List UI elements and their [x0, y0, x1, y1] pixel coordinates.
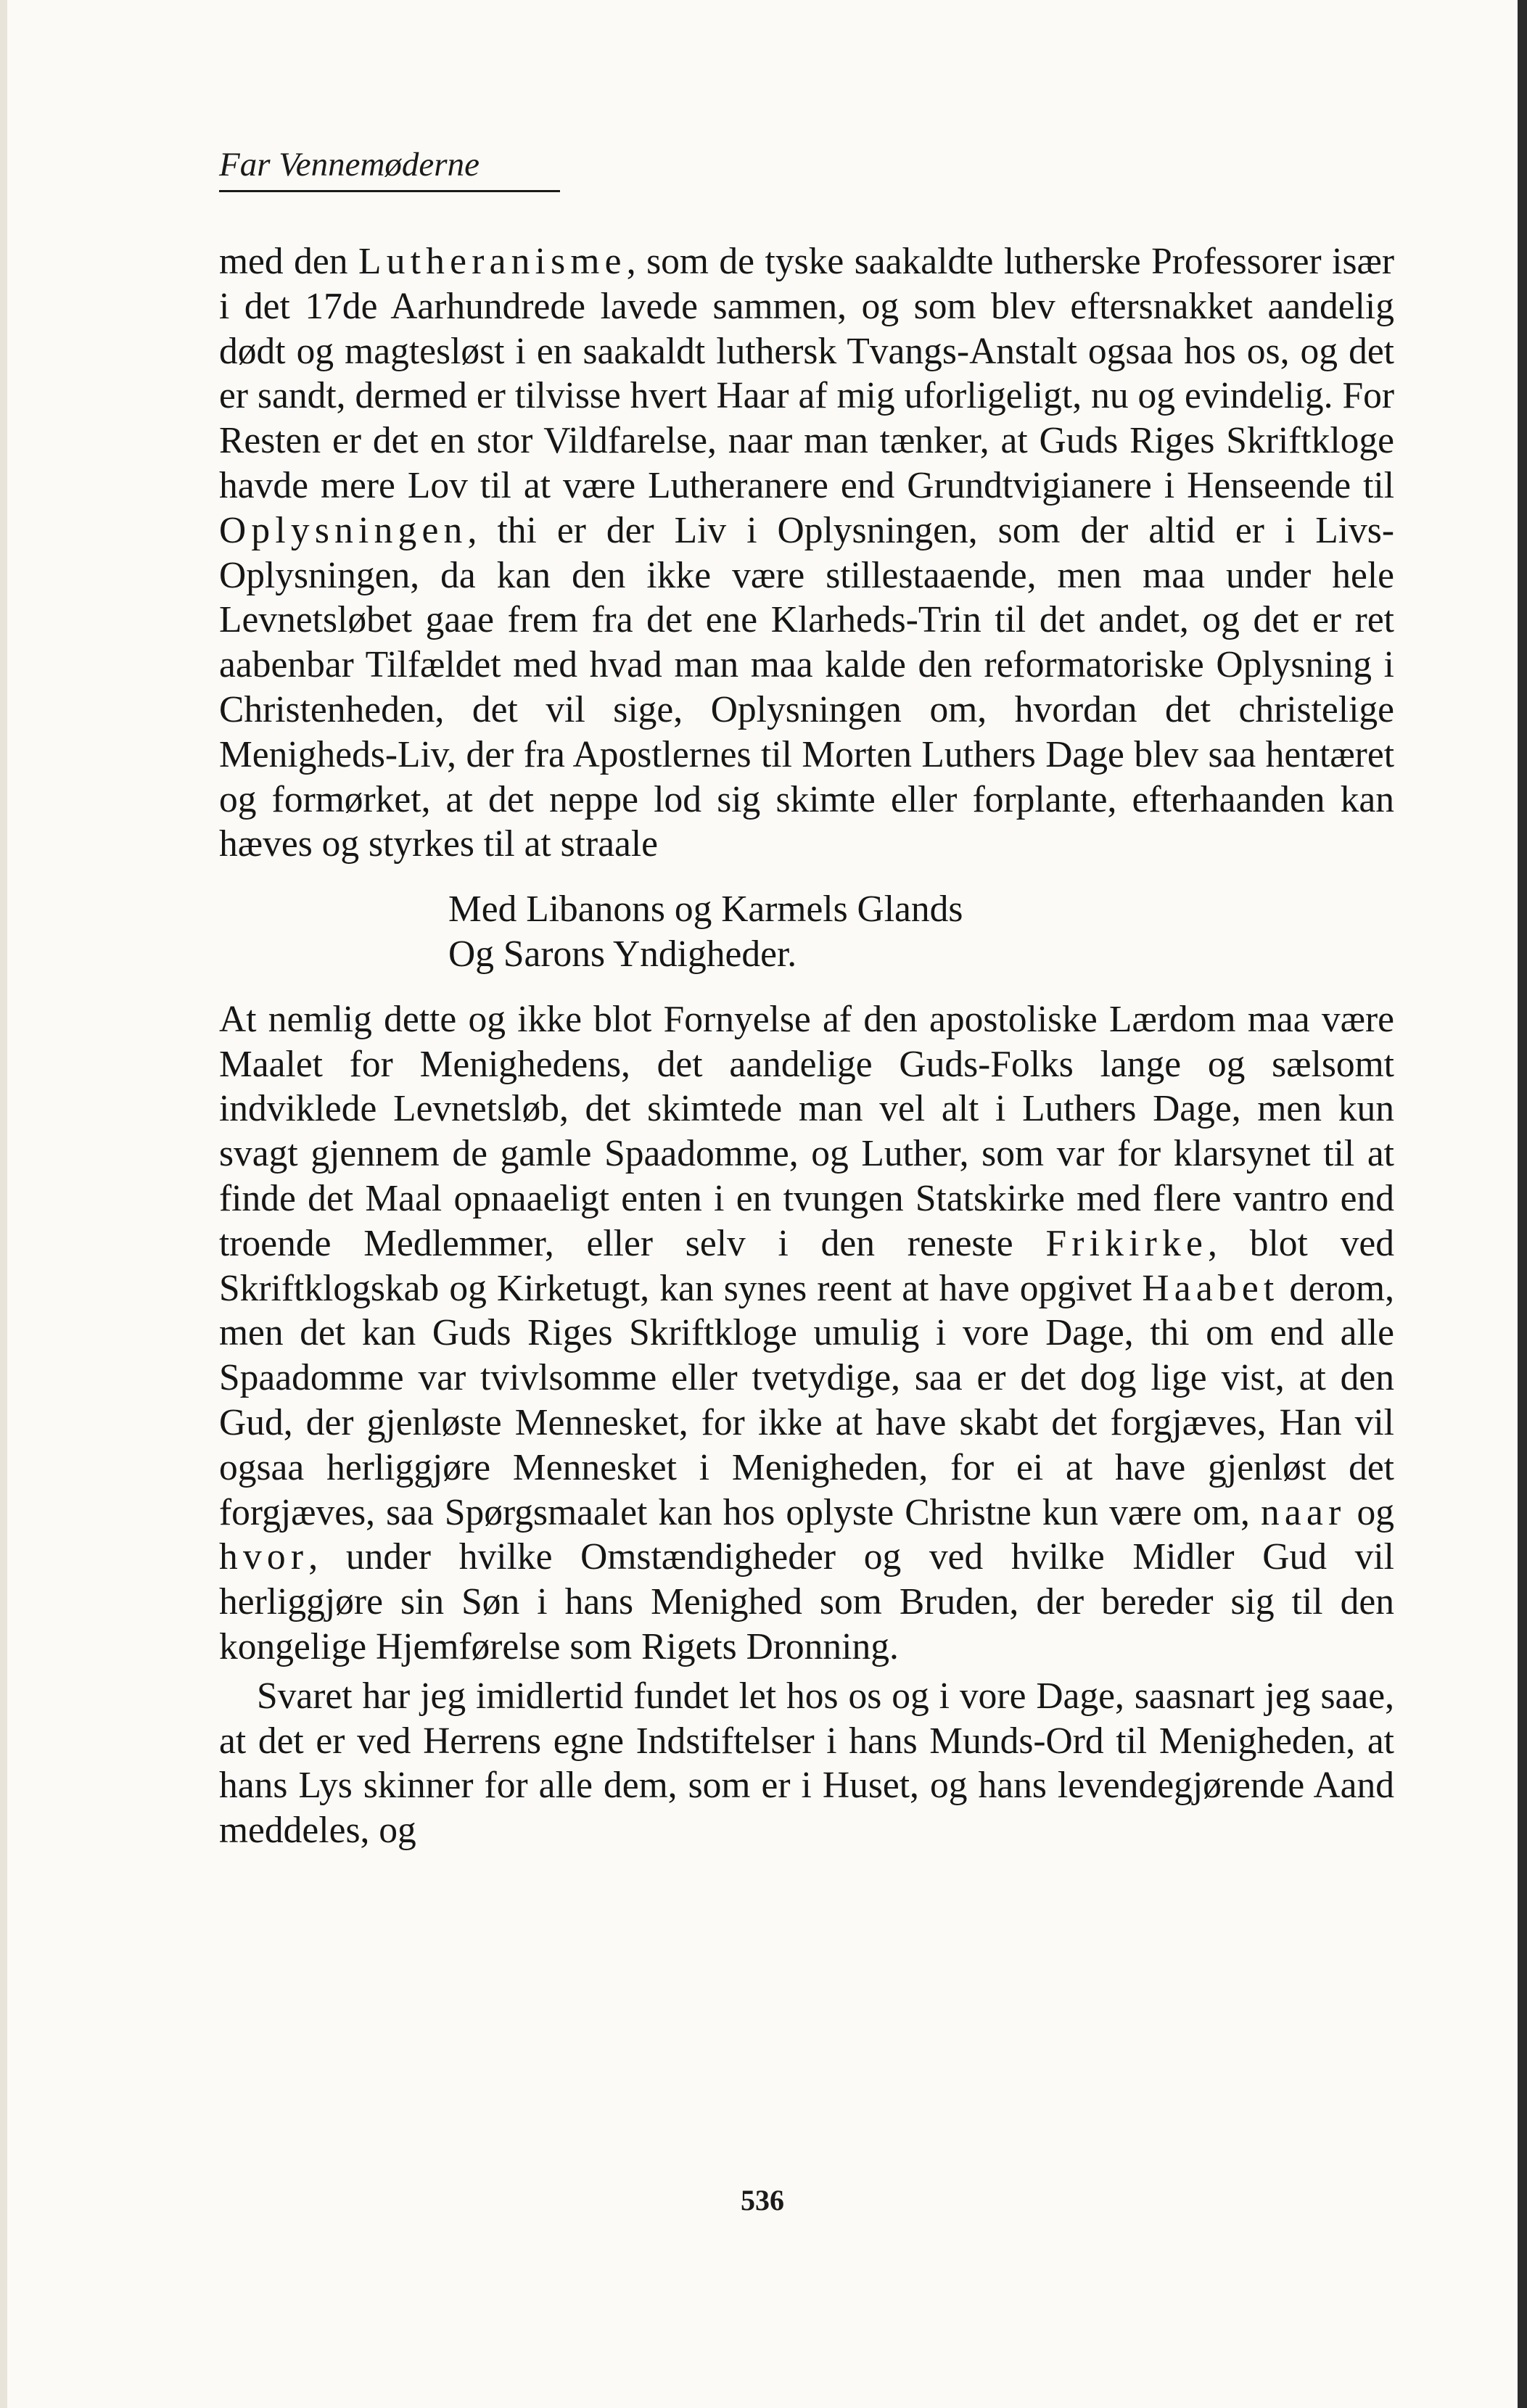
paragraph-3 — [219, 1674, 1394, 1853]
running-title-rule — [219, 190, 560, 192]
page-number: 536 — [741, 2184, 784, 2217]
text-run: med den — [219, 241, 359, 282]
book-page — [7, 0, 1518, 2408]
text-run: derom, men det kan Guds Riges Skriftkloge umulig i vore Dage, thi om end alle Spaadomme var tvivlsomme eller tvetydige, saa er det dog lige vist, at den Gud, der gjenløste Mennesket, for ikke at have skabt det forgjæves, Han vil ogsaa herliggjøre Mennesket i Menigheden, for ei at have gjenløst det forgjæves, saa Spørgsmaalet kan hos oplyste Christne kun være om, — [219, 1267, 1394, 1533]
spaced-emphasis: Haabet — [1142, 1267, 1280, 1309]
verse-line-1: Med Libanons og Karmels Glands — [448, 888, 963, 931]
text-run: , under hvilke Omstændigheder og ved hvilke Midler Gud vil herliggjøre sin Søn i hans Menighed som Bruden, der bereder sig til den kongelige Hjemførelse som Rigets Dronning. — [219, 1536, 1394, 1667]
paragraph-2 — [219, 997, 1394, 1670]
body-text — [219, 239, 1394, 1853]
spaced-emphasis: hvor — [219, 1536, 309, 1578]
verse-quote — [219, 887, 1394, 977]
text-run: og — [1346, 1491, 1394, 1533]
paragraph-1 — [219, 239, 1394, 867]
spaced-emphasis: Oplysningen — [219, 509, 468, 551]
text-run: , blot ved Skriftklogskab og Kirketugt, kan synes reent at have opgivet — [219, 1222, 1394, 1309]
spaced-emphasis: Lutheranisme — [358, 241, 627, 282]
text-run: , som de tyske saakaldte lutherske Professorer især i det 17de Aarhundrede lavede sammen, og som blev eftersnakket aandelig dødt og magtesløst i en saakaldt luthersk Tvangs-Anstalt ogsaa hos os, og det er sandt, dermed er tilvisse hvert Haar af mig uforligeligt, nu og evindelig. For Resten er det en stor Vildfarelse, naar man tænker, at Guds Riges Skriftkloge havde mere Lov til at være Lutheranere end Grundtvigianere i Henseende til — [219, 241, 1394, 506]
running-title: Far Vennemøderne — [219, 146, 479, 184]
text-run: Svaret har jeg imidlertid fundet let hos os og i vore Dage, saasnart jeg saae, at det er ved Herrens egne Indstiftelser i hans Munds-Ord til Menigheden, at hans Lys skinner for alle dem, som er i Huset, og hans levendegjørende Aand meddeles, og — [219, 1675, 1394, 1852]
text-run: , thi er der Liv i Oplysningen, som der altid er i Livs-Oplysningen, da kan den ikke være stillestaaende, men maa under hele Levnetsløbet gaae frem fra det ene Klarheds-Trin til det andet, og det er ret aabenbar Tilfældet med hvad man maa kalde den reformatoriske Oplysning i Christenheden, det vil sige, Oplysningen om, hvordan det christelige Menigheds-Liv, der fra Apostlernes til Morten Luthers Dage blev saa hentæret og formørket, at det neppe lod sig skimte eller forplante, efterhaanden kan hæves og styrkes til at straale — [219, 509, 1394, 865]
spaced-emphasis: naar — [1260, 1491, 1346, 1533]
text-run: At nemlig dette og ikke blot Fornyelse af den apostoliske Lærdom maa være Maalet for Menighedens, det aandelige Guds-Folks lange og sælsomt indviklede Levnetsløb, det skimtede man vel alt i Luthers Dage, men kun svagt gjennem de gamle Spaadomme, og Luther, som var for klarsynet til at finde det Maal opnaaeligt enten i en tvungen Statskirke med flere vantro end troende Medlemmer, eller selv i den reneste — [219, 998, 1394, 1264]
scan-edge — [0, 0, 7, 2408]
spaced-emphasis: Frikirke — [1045, 1222, 1209, 1264]
verse-line-2: Og Sarons Yndigheder. — [448, 933, 797, 975]
